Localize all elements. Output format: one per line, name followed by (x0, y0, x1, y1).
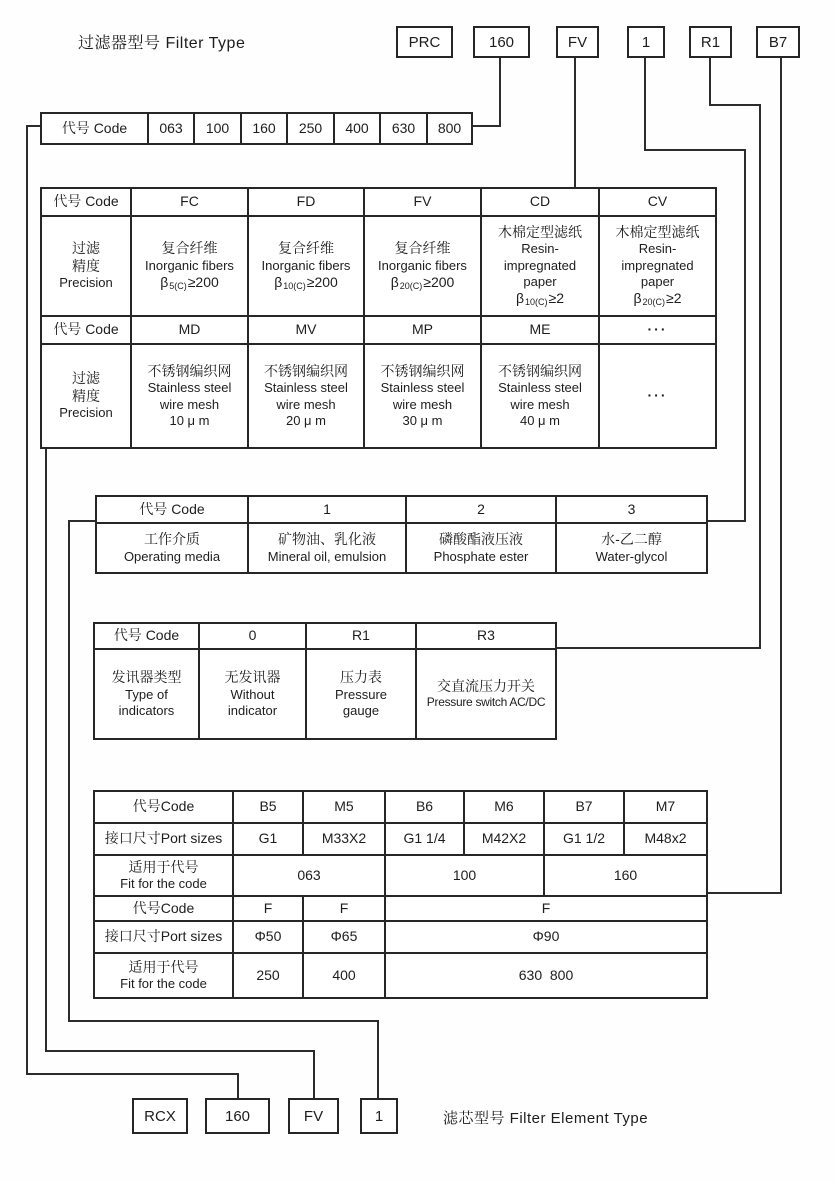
port-size-cell: M33X2 (303, 823, 385, 855)
port-size-cell: G1 1/4 (385, 823, 464, 855)
connector-line (26, 1073, 239, 1075)
indicator-cell-none: 无发讯器 Without indicator (199, 649, 306, 739)
precision-code-cell: FV (364, 188, 481, 216)
connector-line (554, 647, 761, 649)
connector-line (26, 125, 28, 1075)
filter-code-box-indicator: R1 (689, 26, 732, 58)
precision-code-cell: MP (364, 316, 481, 344)
indicator-table (93, 622, 557, 740)
connector-line (574, 58, 576, 189)
precision-code-cell: MV (248, 316, 364, 344)
indicator-cell-gauge: 压力表 Pressure gauge (306, 649, 416, 739)
connector-line (644, 58, 646, 151)
precision-row-label (41, 216, 131, 316)
port-fit-cell: 630 800 (385, 953, 707, 998)
media-cell-mineral: 矿物油、乳化液 Mineral oil, emulsion (248, 523, 406, 573)
connector-line (499, 58, 501, 127)
connector-line (237, 1073, 239, 1098)
precision-cell-md: 不锈钢编织网 Stainless steel wire mesh 10 μ m (131, 344, 248, 448)
port-code-label: 代号Code (94, 791, 233, 823)
connector-line (780, 58, 782, 894)
port-fit-cell: 100 (385, 855, 544, 896)
precision-cell-ellipsis: ··· (599, 344, 716, 448)
precision-row-label-zh1: 过滤 (72, 240, 100, 257)
precision-row-label-zh2: 精度 (72, 257, 100, 274)
filter-code-box-series: PRC (396, 26, 453, 58)
precision-code-cell-ellipsis: ··· (599, 316, 716, 344)
port-size-cell: G1 1/2 (544, 823, 624, 855)
precision-code-cell: MD (131, 316, 248, 344)
filter-code-box-port: B7 (756, 26, 800, 58)
port-code-cell: B6 (385, 791, 464, 823)
port-code-cell: M6 (464, 791, 544, 823)
connector-line (744, 149, 746, 522)
media-code-cell: 3 (556, 496, 707, 523)
precision-cell-cv: 木棉定型滤纸 Resin- impregnated paper $\beta_{20(C)}\ge 2$ (599, 216, 716, 316)
precision-code-label: 代号 Code (41, 188, 131, 216)
filter-code-box-precision: FV (556, 26, 599, 58)
port-fit-cell: 400 (303, 953, 385, 998)
size-code-cell: 800 (427, 113, 472, 144)
port-code-cell: B5 (233, 791, 303, 823)
precision-code-cell: FC (131, 188, 248, 216)
port-size-cell: Φ65 (303, 921, 385, 953)
media-table (95, 495, 708, 574)
precision-cell-mv: 不锈钢编织网 Stainless steel wire mesh 20 μ m (248, 344, 364, 448)
media-cell-glycol: 水-乙二醇 Water-glycol (556, 523, 707, 573)
connector-line (709, 104, 761, 106)
media-code-cell: 2 (406, 496, 556, 523)
connector-line (45, 1050, 315, 1052)
connector-line (705, 892, 782, 894)
precision-code-cell: ME (481, 316, 599, 344)
port-size-cell: M42X2 (464, 823, 544, 855)
indicator-code-cell: 0 (199, 623, 306, 649)
port-size-cell: G1 (233, 823, 303, 855)
precision-table (40, 187, 717, 449)
connector-line (313, 1050, 315, 1098)
connector-line (644, 149, 746, 151)
port-code-cell: F (385, 896, 707, 921)
indicator-code-cell: R1 (306, 623, 416, 649)
precision-cell-mp: 不锈钢编织网 Stainless steel wire mesh 30 μ m (364, 344, 481, 448)
port-fit-label: 适用于代号 Fit for the code (94, 855, 233, 896)
precision-cell-cd: 木棉定型滤纸 Resin- impregnated paper $\beta_{10(C)}\ge 2$ (481, 216, 599, 316)
media-cell-phosphate: 磷酸酯液压液 Phosphate ester (406, 523, 556, 573)
port-size-label: 接口尺寸Port sizes (94, 921, 233, 953)
port-fit-label: 适用于代号 Fit for the code (94, 953, 233, 998)
connector-line (705, 520, 746, 522)
connector-line (45, 447, 47, 1052)
element-code-box-size: 160 (205, 1098, 270, 1134)
precision-code-cell: CV (599, 188, 716, 216)
element-code-box-media: 1 (360, 1098, 398, 1134)
indicator-row-label: 发讯器类型 Type of indicators (94, 649, 199, 739)
precision-cell-fd: 复合纤维 Inorganic fibers $\beta_{10(C)}\ge 200$ (248, 216, 364, 316)
connector-line (68, 1020, 379, 1022)
precision-code-label: 代号 Code (41, 316, 131, 344)
size-code-cell: 100 (194, 113, 241, 144)
precision-code-cell: FD (248, 188, 364, 216)
port-code-cell: M5 (303, 791, 385, 823)
port-fit-cell: 160 (544, 855, 707, 896)
connector-line (377, 1020, 379, 1098)
precision-row-label: 过滤 精度 Precision (41, 344, 131, 448)
precision-row-label-en: Precision (59, 275, 113, 291)
element-code-box-series: RCX (132, 1098, 188, 1134)
port-code-cell: F (303, 896, 385, 921)
indicator-cell-switch: 交直流压力开关 Pressure switch AC/DC (416, 649, 556, 739)
size-code-table (40, 112, 473, 145)
indicator-code-label: 代号 Code (94, 623, 199, 649)
port-size-cell: Φ90 (385, 921, 707, 953)
connector-line (68, 520, 70, 1022)
port-size-cell: M48x2 (624, 823, 707, 855)
precision-cell-fv: 复合纤维 Inorganic fibers $\beta_{20(C)}\ge 200$ (364, 216, 481, 316)
port-fit-cell: 063 (233, 855, 385, 896)
filter-element-type-title: 滤芯型号 Filter Element Type (443, 1110, 649, 1127)
connector-line (709, 58, 711, 106)
port-fit-cell: 250 (233, 953, 303, 998)
port-code-cell: F (233, 896, 303, 921)
media-row-label: 工作介质 Operating media (96, 523, 248, 573)
size-code-cell: 630 (380, 113, 427, 144)
size-code-cell: 063 (148, 113, 194, 144)
filter-code-box-media: 1 (627, 26, 665, 58)
precision-cell-me: 不锈钢编织网 Stainless steel wire mesh 40 μ m (481, 344, 599, 448)
port-table (93, 790, 708, 999)
size-code-cell: 160 (241, 113, 287, 144)
filter-type-title: 过滤器型号 Filter Type (78, 35, 246, 52)
port-size-cell: Φ50 (233, 921, 303, 953)
media-code-label: 代号 Code (96, 496, 248, 523)
precision-code-cell: CD (481, 188, 599, 216)
size-code-cell: 250 (287, 113, 334, 144)
element-code-box-precision: FV (288, 1098, 339, 1134)
port-code-cell: M7 (624, 791, 707, 823)
port-code-cell: B7 (544, 791, 624, 823)
port-code-label: 代号Code (94, 896, 233, 921)
port-size-label: 接口尺寸Port sizes (94, 823, 233, 855)
media-code-cell: 1 (248, 496, 406, 523)
precision-cell-fc: 复合纤维 Inorganic fibers $\beta_{5(C)}\ge 200$ (131, 216, 248, 316)
filter-code-box-size: 160 (473, 26, 530, 58)
size-code-label: 代号 Code (41, 113, 148, 144)
connector-line (68, 520, 97, 522)
connector-line (759, 104, 761, 649)
indicator-code-cell: R3 (416, 623, 556, 649)
size-code-cell: 400 (334, 113, 380, 144)
